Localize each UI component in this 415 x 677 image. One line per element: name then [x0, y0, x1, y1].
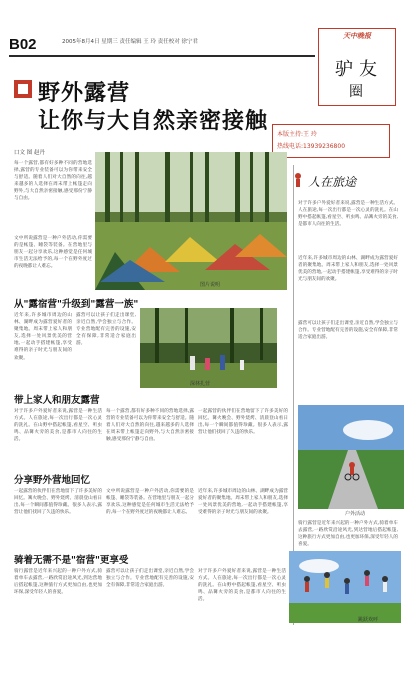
- page-number: B02: [9, 36, 37, 53]
- paragraph: 露营可以让孩子们走出课堂,亲近自然,学会独立与合作。专业营地配有完善的设施,安全有保障,非常适合家庭出游。: [298, 321, 398, 341]
- paragraph: 文中所说露营是一种户外活动,你需要的是帐篷、睡袋等装备。在营地里与朋友一起分享欢乐,这种感觉是任何城市生活无法给予的,每一个在野外度过的夜晚都让人难忘。: [106, 489, 194, 516]
- header-rule: [9, 55, 315, 57]
- paragraph: 每一个露营,都有好多种不同的营地选择,露营的专业装备可以为你带来安全与舒适。随着人们对大自然的向往,越来越多的人选择在周末带上帐篷走向野外,与大自然亲密接触,感受那份宁静与自由。: [106, 409, 194, 443]
- paragraph: 一起露营的伙伴们在营地留下了许多美好的回忆。篝火晚会、野外烧烤、清晨登山看日出,每一个瞬间都值得珍藏。很多人表示,露营让他们找回了久违的快乐。: [198, 409, 288, 436]
- subheading: 带上家人和朋友露营: [14, 395, 100, 406]
- paragraph: 骑行露营是近年来兴起的一种户外方式,骑着单车去露营,一路欣赏沿途风光,到达营地后搭起帐篷,这种旅行方式更加自由,也更加环保,深受年轻人的喜爱。: [298, 521, 398, 548]
- logo-char-2: 友: [359, 59, 377, 80]
- forest-camp-photo: [140, 308, 277, 388]
- logo-char-1: 驴: [335, 59, 353, 80]
- logo-char-3: 圈: [349, 84, 363, 100]
- section-heading: [290, 168, 394, 194]
- paragraph: 一起露营的伙伴们在营地留下了许多美好的回忆。篝火晚会、野外烧烤、清晨登山看日出,每一个瞬间都值得珍藏。很多人表示,露营让他们找回了久违的快乐。: [14, 489, 102, 516]
- subheading: 骑着无需不是"宿营"更享受: [14, 555, 129, 566]
- section-title: 人在旅途: [308, 175, 357, 189]
- article-title-line1: 野外露营: [38, 80, 131, 106]
- paragraph: 露营可以让孩子们走出课堂,亲近自然,学会独立与合作。专业营地配有完善的设施,安全有保障,非常适合家庭出游。: [76, 313, 136, 347]
- byline: 口文 图 赵丹: [14, 150, 45, 156]
- paragraph: 每一个露营,都有好多种不同的营地选择,露营的专业装备可以为你带来安全与舒适。随着人们对大自然的向往,越来越多的人选择在周末带上帐篷走向野外,与大自然亲密接触,感受那份宁静与自由。: [14, 161, 92, 202]
- paragraph: 近年来,许多城市周边的山林、湖畔成为露营爱好者的聚集地。周末带上家人和朋友,选择一处风景优美的营地,一起动手搭建帐篷,享受难得的亲子时光与朋友间的欢聚。: [198, 489, 288, 516]
- photo4-caption: 跳跃欢呼: [358, 617, 379, 623]
- cyclist-road-photo: [298, 405, 404, 509]
- paragraph: 文中所说露营是一种户外活动,你需要的是帐篷、睡袋等装备。在营地里与朋友一起分享欢乐,这种感觉是任何城市生活无法给予的,每一个在野外度过的夜晚都让人难忘。: [14, 236, 92, 270]
- contact-phone: 热线电话:13939236800: [277, 143, 346, 150]
- photo3-caption: 户外活动: [345, 511, 366, 517]
- paragraph: 近年来,许多城市周边的山林、湖畔成为露营爱好者的聚集地。周末带上家人和朋友,选择一处风景优美的营地,一起动手搭建帐篷,享受难得的亲子时光与朋友间的欢聚。: [298, 256, 398, 283]
- column-logo: [318, 28, 396, 106]
- paragraph: 对于许多户外爱好者来说,露营是一种生活方式。人在旅途,每一次出行都是一次心灵的洗礼。在山野中搭起帐篷,看星空、听虫鸣、品篝火旁的美食,是都市人向往的生活。: [298, 201, 398, 228]
- logo-top-text: 天中晚报: [343, 32, 371, 40]
- photo1-caption: 图片说明: [200, 282, 221, 288]
- title-mark-icon: [14, 80, 32, 98]
- photo2-caption: 深林扎营: [190, 381, 211, 387]
- subheading: 分享野外营地回忆: [14, 475, 91, 486]
- jumping-group-photo: [289, 551, 401, 623]
- paragraph: 对于许多户外爱好者来说,露营是一种生活方式。人在旅途,每一次出行都是一次心灵的洗礼。在山野中搭起帐篷,看星空、听虫鸣、品篝火旁的美食,是都市人向往的生活。: [198, 569, 286, 603]
- paragraph: 近年来,许多城市周边的山林、湖畔成为露营爱好者的聚集地。周末带上家人和朋友,选择一处风景优美的营地,一起动手搭建帐篷,享受难得的亲子时光与朋友间的欢聚。: [14, 313, 72, 361]
- paragraph: 露营可以让孩子们走出课堂,亲近自然,学会独立与合作。专业营地配有完善的设施,安全有保障,非常适合家庭出游。: [106, 569, 194, 589]
- header-meta: 2005年8月4日 星期三 责任编辑 王 玲 责任校对 徐宁君: [62, 39, 198, 45]
- camping-tents-photo: [95, 152, 287, 290]
- contact-box: [272, 124, 390, 158]
- subheading: 从"露宿营"升级到"露营一族": [14, 299, 139, 310]
- article-title-line2: 让你与大自然亲密接触: [38, 108, 269, 134]
- paragraph: 对于许多户外爱好者来说,露营是一种生活方式。人在旅途,每一次出行都是一次心灵的洗礼。在山野中搭起帐篷,看星空、听虫鸣、品篝火旁的美食,是都市人向往的生活。: [14, 409, 102, 443]
- paragraph: 骑行露营是近年来兴起的一种户外方式,骑着单车去露营,一路欣赏沿途风光,到达营地后搭起帐篷,这种旅行方式更加自由,也更加环保,深受年轻人的喜爱。: [14, 569, 102, 596]
- contact-editor: 本版主持:王 玲: [277, 131, 317, 138]
